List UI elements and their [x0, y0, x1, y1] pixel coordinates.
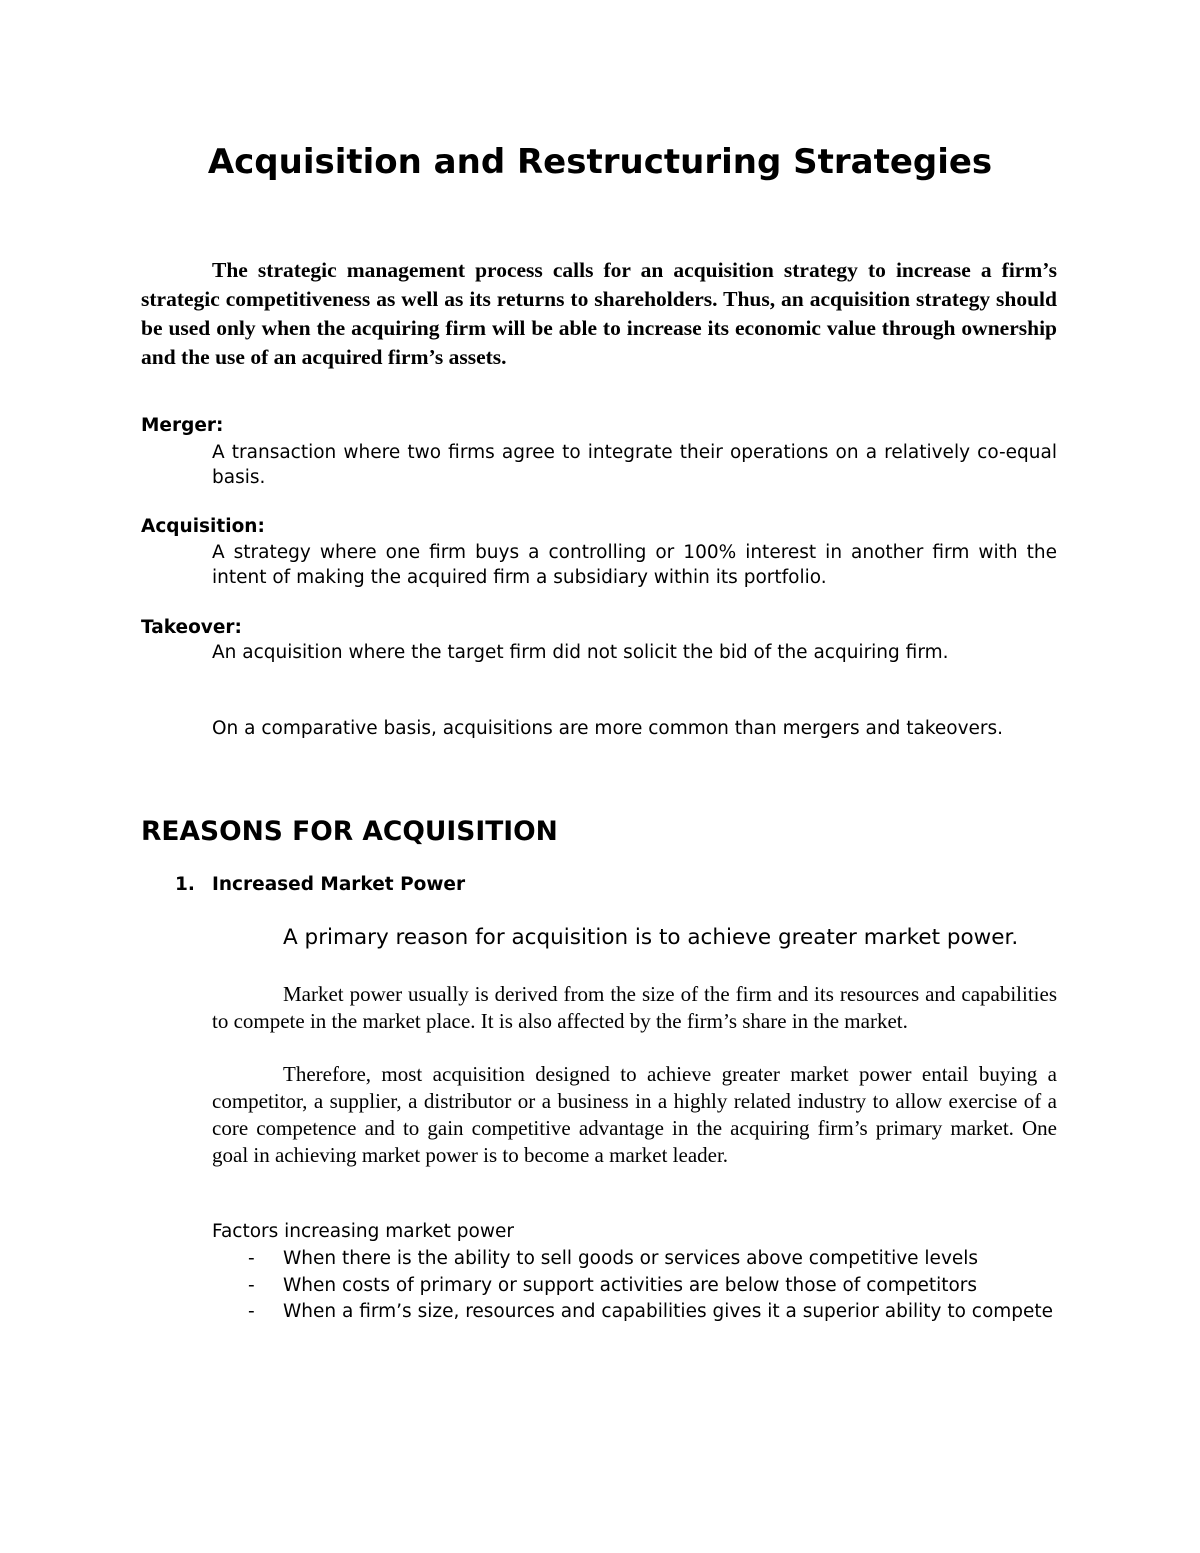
primary-reason-statement: A primary reason for acquisition is to achieve greater market power.	[283, 925, 1019, 950]
list-item	[212, 1299, 1057, 1324]
bullet-dash: -	[248, 1274, 255, 1296]
merger-term: Merger:	[141, 415, 224, 436]
acquisition-definition: A strategy where one firm buys a controlling or 100% interest in another firm with the intent of making the acquired firm a subsidiary within its portfolio.	[212, 542, 1057, 588]
acquisition-term: Acquisition:	[141, 516, 265, 537]
factors-title: Factors increasing market power	[212, 1221, 514, 1242]
section-heading: REASONS FOR ACQUISITION	[141, 816, 558, 847]
list-item	[212, 1246, 1057, 1271]
comparative-paragraph: On a comparative basis, acquisitions are more common than mergers and takeovers.	[212, 718, 1004, 739]
takeover-definition: An acquisition where the target firm did not solicit the bid of the acquiring firm.	[212, 642, 949, 663]
takeover-term: Takeover:	[141, 617, 242, 638]
reason-list-item	[175, 872, 465, 898]
list-item	[212, 1273, 1057, 1298]
intro-paragraph: The strategic management process calls for an acquisition strategy to increase a firm’s strategic competitiveness as well as its returns to shareholders. Thus, an acquisition strategy should be used only when the acquiring firm will be able to increase its economic value through ownership and the use of an acquired firm’s assets.	[141, 258, 1057, 369]
factors-list	[212, 1246, 1057, 1326]
bullet-dash: -	[248, 1248, 255, 1269]
merger-definition: A transaction where two firms agree to integrate their operations on a relatively co-equal basis.	[212, 442, 1057, 488]
market-power-acquisition-paragraph: Therefore, most acquisition designed to achieve greater market power entail buying a competitor, a supplier, a distributor or a business in a highly related industry to allow exercise of a core competence and to gain competitive advantage in the acquiring firm’s primary market. One goal in achieving market power is to become a market leader.	[212, 1062, 1057, 1167]
factor-text: When costs of primary or support activities are below those of competitors	[283, 1274, 978, 1296]
document-title: Acquisition and Restructuring Strategies	[207, 142, 993, 182]
market-power-paragraph: Market power usually is derived from the size of the firm and its resources and capabilities to compete in the market place. It is also affected by the firm’s share in the market.	[212, 982, 1057, 1033]
factor-text: When a firm’s size, resources and capabilities gives it a superior ability to compete	[283, 1301, 1054, 1322]
bullet-dash: -	[248, 1301, 255, 1322]
factor-text: When there is the ability to sell goods or services above competitive levels	[283, 1248, 979, 1269]
reason-number: 1.	[175, 874, 195, 895]
reason-title: Increased Market Power	[212, 874, 466, 895]
